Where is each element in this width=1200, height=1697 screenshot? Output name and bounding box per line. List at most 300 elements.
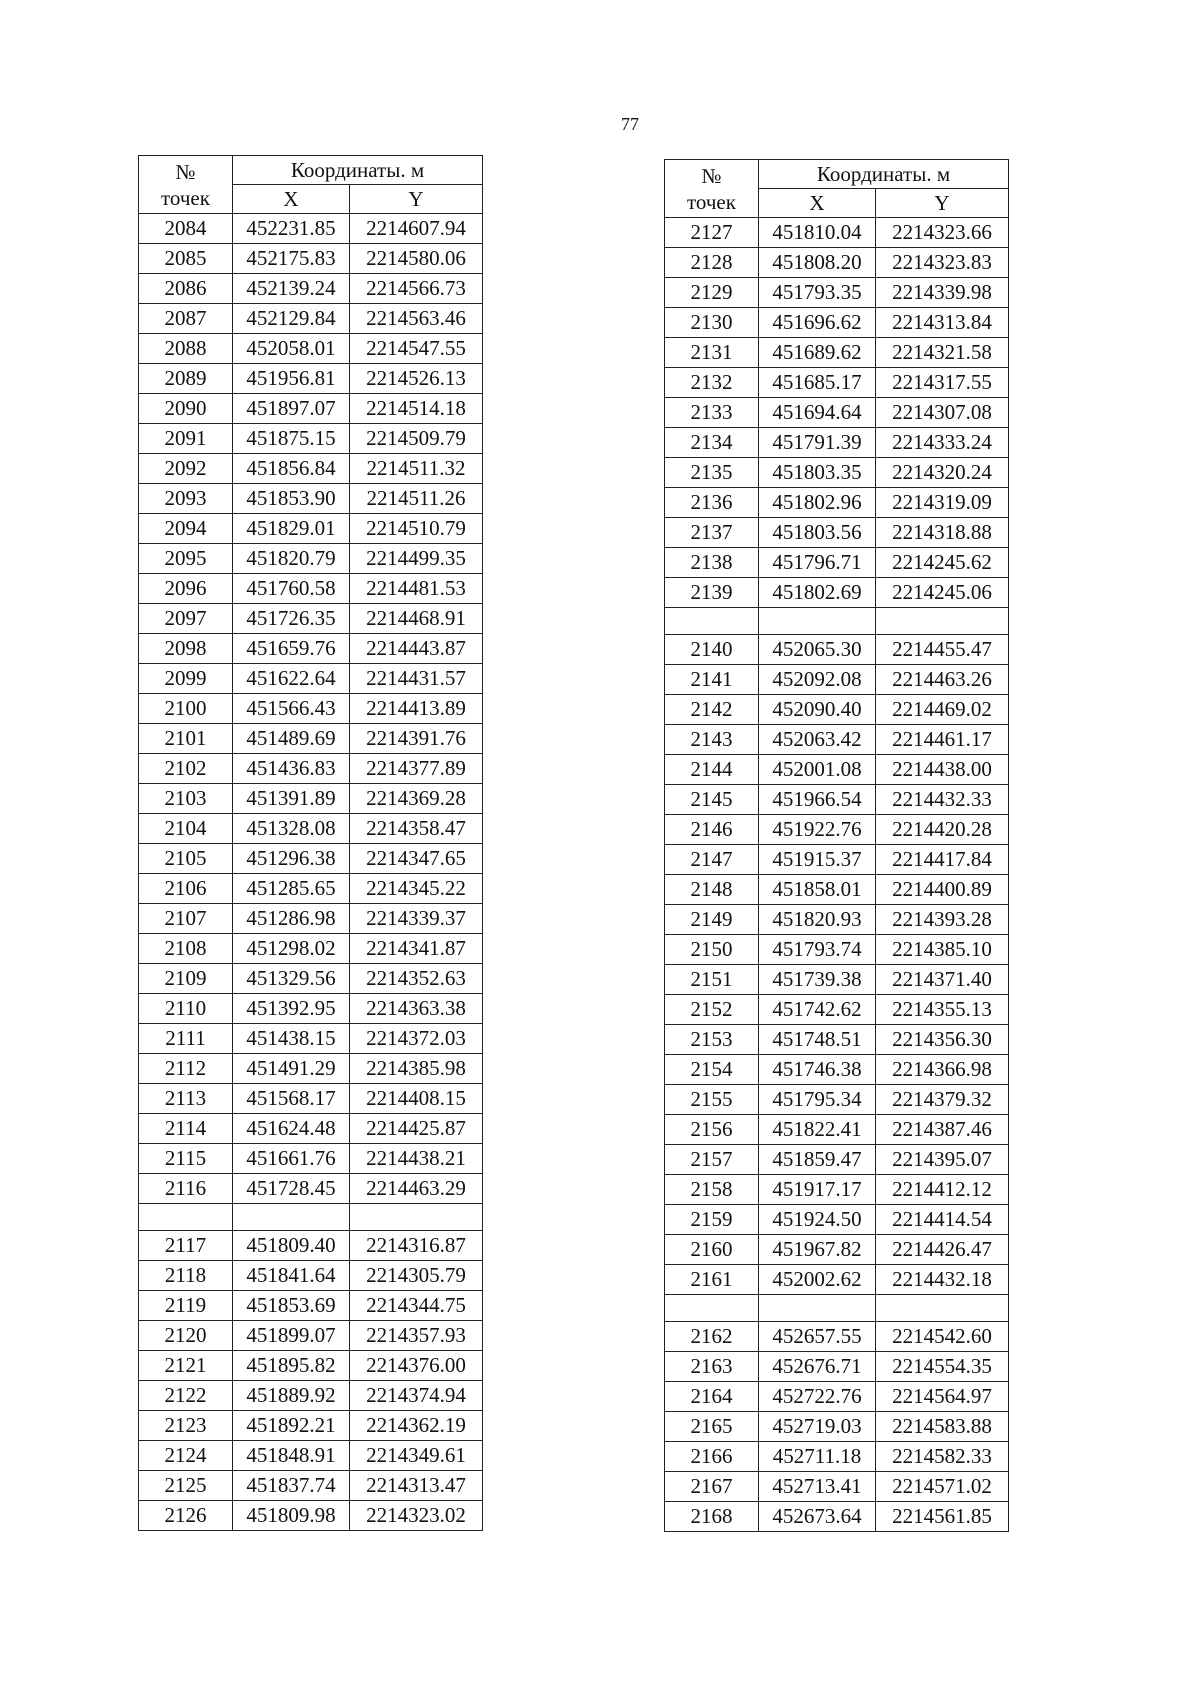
x-coordinate-cell: 451566.43 [233,694,350,724]
point-number-cell: 2110 [139,994,233,1024]
x-coordinate-cell: 451956.81 [233,364,350,394]
y-coordinate-cell: 2214307.08 [876,398,1009,428]
y-coordinate-cell: 2214499.35 [350,544,483,574]
point-number-cell: 2088 [139,334,233,364]
point-number-cell: 2133 [665,398,759,428]
point-number-cell: 2118 [139,1261,233,1291]
table-body-left [139,214,483,1531]
x-coordinate-cell: 451892.21 [233,1411,350,1441]
point-number-cell: 2090 [139,394,233,424]
table-row [665,218,1009,248]
table-row [139,964,483,994]
x-coordinate-cell: 451298.02 [233,934,350,964]
y-coordinate-cell: 2214583.88 [876,1412,1009,1442]
x-coordinate-cell: 451661.76 [233,1144,350,1174]
table-row [665,935,1009,965]
point-number-cell: 2161 [665,1265,759,1295]
y-coordinate-cell: 2214432.33 [876,785,1009,815]
y-coordinate-cell: 2214321.58 [876,338,1009,368]
y-coordinate-cell: 2214318.88 [876,518,1009,548]
y-coordinate-cell: 2214362.19 [350,1411,483,1441]
table-row [665,248,1009,278]
x-coordinate-cell: 451802.69 [759,578,876,608]
point-number-cell: 2086 [139,274,233,304]
point-number-cell: 2096 [139,574,233,604]
y-coordinate-cell: 2214461.17 [876,725,1009,755]
x-coordinate-cell: 451841.64 [233,1261,350,1291]
y-coordinate-cell: 2214510.79 [350,514,483,544]
table-row [139,1084,483,1114]
table-row [139,544,483,574]
table-row [665,1352,1009,1382]
x-coordinate-cell: 452676.71 [759,1352,876,1382]
y-coordinate-cell: 2214469.02 [876,695,1009,725]
x-coordinate-cell: 452063.42 [759,725,876,755]
point-number-cell: 2115 [139,1144,233,1174]
table-row [139,634,483,664]
point-number-cell: 2102 [139,754,233,784]
x-coordinate-cell: 451967.82 [759,1235,876,1265]
x-coordinate-cell: 451829.01 [233,514,350,544]
y-coordinate-cell: 2214319.09 [876,488,1009,518]
table-row [665,428,1009,458]
point-number-cell: 2120 [139,1321,233,1351]
table-row [665,1205,1009,1235]
x-coordinate-cell: 451624.48 [233,1114,350,1144]
y-coordinate-cell: 2214385.10 [876,935,1009,965]
table-row [665,1145,1009,1175]
point-number-cell: 2116 [139,1174,233,1204]
table-row [665,755,1009,785]
table-row [665,1055,1009,1085]
table-row [139,934,483,964]
point-number-cell: 2111 [139,1024,233,1054]
point-number-cell: 2148 [665,875,759,905]
point-number-cell: 2095 [139,544,233,574]
x-coordinate-cell: 451791.39 [759,428,876,458]
table-row [139,304,483,334]
table-body-right [665,218,1009,1532]
point-number-cell: 2166 [665,1442,759,1472]
table-row [665,1025,1009,1055]
x-coordinate-cell: 451694.64 [759,398,876,428]
point-number-cell: 2084 [139,214,233,244]
table-row [139,724,483,754]
x-coordinate-cell: 451810.04 [759,218,876,248]
table-row [665,635,1009,665]
point-number-cell: 2141 [665,665,759,695]
page-number: 77 [621,114,639,134]
table-row [665,488,1009,518]
y-coordinate-cell: 2214438.00 [876,755,1009,785]
point-number-cell: 2145 [665,785,759,815]
x-coordinate-cell: 451796.71 [759,548,876,578]
x-coordinate-cell: 451922.76 [759,815,876,845]
table-row [139,1114,483,1144]
table-row [139,364,483,394]
point-number-cell: 2109 [139,964,233,994]
x-coordinate-cell: 451438.15 [233,1024,350,1054]
table-row [139,484,483,514]
x-coordinate-cell [233,1204,350,1231]
table-row [665,578,1009,608]
table-row [665,905,1009,935]
x-coordinate-cell: 451436.83 [233,754,350,784]
table-row [139,1174,483,1204]
y-coordinate-cell: 2214417.84 [876,845,1009,875]
y-coordinate-cell: 2214371.40 [876,965,1009,995]
x-coordinate-cell: 451392.95 [233,994,350,1024]
table-row [665,458,1009,488]
x-coordinate-cell: 451895.82 [233,1351,350,1381]
y-coordinate-cell: 2214481.53 [350,574,483,604]
x-coordinate-cell: 451793.74 [759,935,876,965]
table-row [139,784,483,814]
x-coordinate-cell: 451915.37 [759,845,876,875]
table-row [665,725,1009,755]
coordinates-table-left [138,155,483,1531]
x-coordinate-cell: 452719.03 [759,1412,876,1442]
x-coordinate-cell: 451803.35 [759,458,876,488]
x-coordinate-cell: 452722.76 [759,1382,876,1412]
x-coordinate-cell: 451853.90 [233,484,350,514]
table-row [139,1261,483,1291]
point-number-cell: 2097 [139,604,233,634]
x-coordinate-cell: 451328.08 [233,814,350,844]
x-coordinate-cell: 451491.29 [233,1054,350,1084]
x-coordinate-cell: 451856.84 [233,454,350,484]
table-row [665,1472,1009,1502]
table-row [665,338,1009,368]
point-number-cell: 2087 [139,304,233,334]
point-number-cell: 2144 [665,755,759,785]
x-coordinate-cell: 451889.92 [233,1381,350,1411]
point-number-cell: 2123 [139,1411,233,1441]
x-coordinate-cell [759,1295,876,1322]
table-row [665,1502,1009,1532]
y-coordinate-cell: 2214425.87 [350,1114,483,1144]
table-row [665,548,1009,578]
table-row [665,1265,1009,1295]
x-coordinate-cell: 451742.62 [759,995,876,1025]
y-coordinate-cell: 2214580.06 [350,244,483,274]
table-row [139,1351,483,1381]
y-coordinate-cell: 2214566.73 [350,274,483,304]
table-row [139,514,483,544]
y-coordinate-cell: 2214245.06 [876,578,1009,608]
point-number-cell: 2107 [139,904,233,934]
point-number-cell: 2162 [665,1322,759,1352]
point-number-cell: 2159 [665,1205,759,1235]
table-row [139,844,483,874]
x-coordinate-cell: 451853.69 [233,1291,350,1321]
table-row [139,1321,483,1351]
y-coordinate-cell: 2214426.47 [876,1235,1009,1265]
point-number-cell: 2158 [665,1175,759,1205]
table-row [665,845,1009,875]
x-coordinate-cell: 452139.24 [233,274,350,304]
point-number-cell: 2142 [665,695,759,725]
table-row [139,1231,483,1261]
table-row [139,754,483,784]
y-coordinate-cell: 2214339.98 [876,278,1009,308]
table-row [139,1471,483,1501]
x-coordinate-cell: 451808.20 [759,248,876,278]
point-number-cell: 2129 [665,278,759,308]
x-coordinate-cell: 451809.98 [233,1501,350,1531]
x-coordinate-cell: 451966.54 [759,785,876,815]
point-number-cell: 2125 [139,1471,233,1501]
x-coordinate-cell: 451728.45 [233,1174,350,1204]
point-number-cell: 2143 [665,725,759,755]
x-coordinate-cell: 451748.51 [759,1025,876,1055]
table-row [665,1442,1009,1472]
table-row [139,1411,483,1441]
y-coordinate-cell: 2214571.02 [876,1472,1009,1502]
y-coordinate-cell: 2214385.98 [350,1054,483,1084]
x-coordinate-cell: 452002.62 [759,1265,876,1295]
point-number-cell: 2135 [665,458,759,488]
point-number-cell: 2117 [139,1231,233,1261]
point-number-cell: 2099 [139,664,233,694]
table-row [665,1175,1009,1205]
point-number-cell: 2160 [665,1235,759,1265]
point-number-cell: 2134 [665,428,759,458]
table-row [139,214,483,244]
x-coordinate-cell: 451793.35 [759,278,876,308]
point-number-cell [139,1204,233,1231]
x-coordinate-cell: 451858.01 [759,875,876,905]
x-coordinate-cell: 451837.74 [233,1471,350,1501]
x-coordinate-cell: 452657.55 [759,1322,876,1352]
point-number-cell: 2127 [665,218,759,248]
point-number-cell: 2098 [139,634,233,664]
table-row [139,574,483,604]
point-number-cell: 2124 [139,1441,233,1471]
y-coordinate-cell: 2214526.13 [350,364,483,394]
x-coordinate-cell: 451391.89 [233,784,350,814]
x-coordinate-cell: 452175.83 [233,244,350,274]
point-number-cell: 2092 [139,454,233,484]
y-coordinate-cell: 2214563.46 [350,304,483,334]
x-coordinate-cell: 451760.58 [233,574,350,604]
table-row [665,1322,1009,1352]
table-row [139,874,483,904]
x-coordinate-cell: 451286.98 [233,904,350,934]
point-number-cell: 2108 [139,934,233,964]
y-coordinate-cell: 2214547.55 [350,334,483,364]
y-coordinate-cell: 2214554.35 [876,1352,1009,1382]
y-coordinate-cell: 2214414.54 [876,1205,1009,1235]
point-number-cell: 2149 [665,905,759,935]
table-row [139,694,483,724]
table-row [139,1381,483,1411]
point-number-cell: 2106 [139,874,233,904]
y-coordinate-cell: 2214443.87 [350,634,483,664]
y-coordinate-cell: 2214317.55 [876,368,1009,398]
y-coordinate-cell: 2214379.32 [876,1085,1009,1115]
x-coordinate-cell: 452673.64 [759,1502,876,1532]
y-coordinate-cell: 2214393.28 [876,905,1009,935]
y-coordinate-cell: 2214245.62 [876,548,1009,578]
y-coordinate-cell [876,608,1009,635]
table-row [665,665,1009,695]
table-row [665,1115,1009,1145]
point-number-cell: 2085 [139,244,233,274]
table-row [665,1085,1009,1115]
point-number-cell: 2138 [665,548,759,578]
x-coordinate-cell: 451296.38 [233,844,350,874]
x-coordinate-cell: 451489.69 [233,724,350,754]
y-coordinate-cell: 2214349.61 [350,1441,483,1471]
point-number-cell: 2105 [139,844,233,874]
table-row [139,604,483,634]
point-number-cell: 2151 [665,965,759,995]
x-coordinate-cell: 451329.56 [233,964,350,994]
x-coordinate-cell: 451899.07 [233,1321,350,1351]
table-row [665,608,1009,635]
table-row [139,1441,483,1471]
x-coordinate-cell: 451696.62 [759,308,876,338]
y-coordinate-cell: 2214463.29 [350,1174,483,1204]
y-coordinate-cell: 2214356.30 [876,1025,1009,1055]
y-coordinate-cell: 2214341.87 [350,934,483,964]
y-coordinate-cell: 2214313.84 [876,308,1009,338]
point-number-cell: 2126 [139,1501,233,1531]
x-coordinate-cell: 451689.62 [759,338,876,368]
table-row [665,1295,1009,1322]
x-coordinate-cell: 451803.56 [759,518,876,548]
y-coordinate-cell: 2214607.94 [350,214,483,244]
point-number-cell: 2139 [665,578,759,608]
x-coordinate-cell: 451820.79 [233,544,350,574]
y-coordinate-cell: 2214305.79 [350,1261,483,1291]
x-coordinate-cell: 451685.17 [759,368,876,398]
x-coordinate-cell: 452001.08 [759,755,876,785]
y-coordinate-cell: 2214344.75 [350,1291,483,1321]
y-coordinate-cell: 2214432.18 [876,1265,1009,1295]
point-number-cell: 2152 [665,995,759,1025]
table-row [139,1204,483,1231]
point-number-cell: 2153 [665,1025,759,1055]
table-row [139,334,483,364]
x-coordinate-cell: 452058.01 [233,334,350,364]
table-row [665,1235,1009,1265]
point-number-cell: 2146 [665,815,759,845]
y-coordinate-cell: 2214455.47 [876,635,1009,665]
x-coordinate-cell: 451859.47 [759,1145,876,1175]
y-coordinate-cell [876,1295,1009,1322]
x-coordinate-cell: 451924.50 [759,1205,876,1235]
y-coordinate-cell: 2214400.89 [876,875,1009,905]
y-coordinate-cell: 2214413.89 [350,694,483,724]
table-row [139,664,483,694]
x-coordinate-cell: 451875.15 [233,424,350,454]
table-row [665,965,1009,995]
x-coordinate-cell: 452231.85 [233,214,350,244]
x-coordinate-cell: 451659.76 [233,634,350,664]
table-row [139,394,483,424]
point-number-cell: 2140 [665,635,759,665]
x-coordinate-cell: 451809.40 [233,1231,350,1261]
y-coordinate-cell: 2214366.98 [876,1055,1009,1085]
point-number-cell: 2163 [665,1352,759,1382]
x-coordinate-cell: 451739.38 [759,965,876,995]
y-column-header: Y [876,189,1009,218]
point-number-cell: 2130 [665,308,759,338]
point-number-cell: 2112 [139,1054,233,1084]
point-number-cell: 2132 [665,368,759,398]
x-coordinate-cell: 451848.91 [233,1441,350,1471]
y-coordinate-cell: 2214316.87 [350,1231,483,1261]
point-number-cell: 2157 [665,1145,759,1175]
point-number-cell: 2167 [665,1472,759,1502]
table-row [665,308,1009,338]
point-number-cell: 2156 [665,1115,759,1145]
y-coordinate-cell: 2214352.63 [350,964,483,994]
y-coordinate-cell: 2214438.21 [350,1144,483,1174]
table-row [139,454,483,484]
y-coordinate-cell: 2214339.37 [350,904,483,934]
y-coordinate-cell: 2214363.38 [350,994,483,1024]
table-row [139,1144,483,1174]
x-coordinate-cell: 452711.18 [759,1442,876,1472]
table-row [139,1054,483,1084]
y-coordinate-cell: 2214564.97 [876,1382,1009,1412]
y-coordinate-cell: 2214345.22 [350,874,483,904]
point-number-cell: 2168 [665,1502,759,1532]
table-row [139,274,483,304]
table-row [665,695,1009,725]
coordinates-header: Координаты. м [233,156,483,185]
y-coordinate-cell: 2214323.66 [876,218,1009,248]
y-coordinate-cell: 2214412.12 [876,1175,1009,1205]
point-number-cell: 2119 [139,1291,233,1321]
point-number-header: № точек [139,156,233,214]
y-coordinate-cell: 2214376.00 [350,1351,483,1381]
y-coordinate-cell: 2214511.32 [350,454,483,484]
point-number-cell: 2100 [139,694,233,724]
coordinates-header: Координаты. м [759,160,1009,189]
y-coordinate-cell: 2214355.13 [876,995,1009,1025]
y-coordinate-cell: 2214347.65 [350,844,483,874]
point-number-cell: 2164 [665,1382,759,1412]
table-row [139,1291,483,1321]
point-number-cell: 2165 [665,1412,759,1442]
y-coordinate-cell [350,1204,483,1231]
x-coordinate-cell: 451746.38 [759,1055,876,1085]
y-coordinate-cell: 2214377.89 [350,754,483,784]
point-number-cell [665,1295,759,1322]
table-row [665,815,1009,845]
y-coordinate-cell: 2214395.07 [876,1145,1009,1175]
y-coordinate-cell: 2214561.85 [876,1502,1009,1532]
y-coordinate-cell: 2214323.02 [350,1501,483,1531]
point-number-cell: 2113 [139,1084,233,1114]
x-coordinate-cell: 451802.96 [759,488,876,518]
point-number-cell: 2104 [139,814,233,844]
point-number-header: № точек [665,160,759,218]
x-coordinate-cell: 452129.84 [233,304,350,334]
table-row [665,398,1009,428]
table-row [665,278,1009,308]
x-coordinate-cell: 452713.41 [759,1472,876,1502]
table-row [139,994,483,1024]
x-coordinate-cell: 451795.34 [759,1085,876,1115]
y-coordinate-cell: 2214420.28 [876,815,1009,845]
y-coordinate-cell: 2214369.28 [350,784,483,814]
y-coordinate-cell: 2214313.47 [350,1471,483,1501]
